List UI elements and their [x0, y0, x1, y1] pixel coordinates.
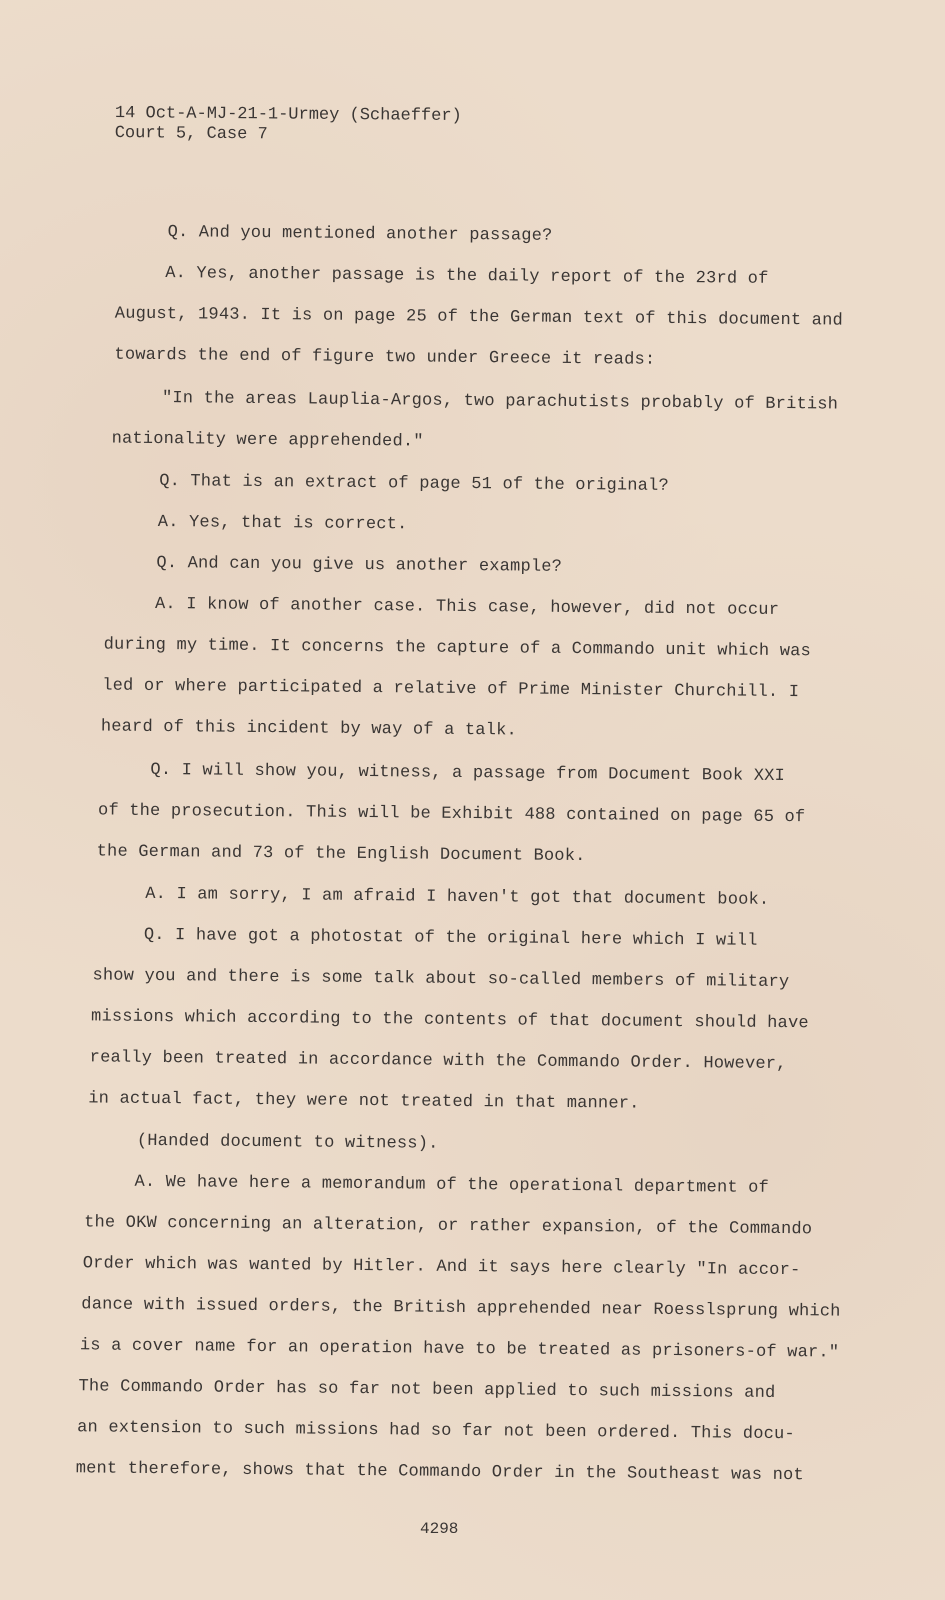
transcript-line: Q. And you mentioned another passage?: [167, 223, 553, 246]
transcript-line: Q. I have got a photostat of the original here which I will: [143, 925, 758, 951]
transcript-line: Q. That is an extract of page 51 of the original?: [159, 472, 669, 496]
transcript-line: (Handed document to witness).: [136, 1131, 439, 1154]
transcript-line: the OKW concerning an alteration, or rather expansion, of the Commando: [84, 1213, 813, 1240]
transcript-line: A. I am sorry, I am afraid I haven't got that document book.: [145, 884, 770, 910]
page-number: 4298: [420, 1520, 459, 1538]
transcript-line: Q. I will show you, witness, a passage from Document Book XXI: [150, 760, 786, 787]
transcript-line: nationality were apprehended.": [111, 429, 424, 452]
transcript-line: of the prosecution. This will be Exhibit 488 contained on page 65 of: [97, 801, 806, 828]
transcript-line: heard of this incident by way of a talk.: [100, 717, 518, 741]
transcript-line: during my time. It concerns the capture of a Commando unit which was: [103, 635, 812, 662]
transcript-line: is a cover name for an operation have to be treated as prisoners-of war.": [79, 1336, 840, 1363]
transcript-line: A. We have here a memorandum of the operational department of: [134, 1172, 770, 1198]
transcript-line: really been treated in accordance with the Commando Order. However,: [89, 1048, 787, 1075]
transcript-line: dance with issued orders, the British apprehended near Roesslsprung which: [81, 1295, 841, 1322]
transcript-line: A. I know of another case. This case, however, did not occur: [154, 594, 780, 620]
transcript-line: in actual fact, they were not treated in that manner.: [88, 1089, 640, 1114]
transcript-line: towards the end of figure two under Greece it reads:: [114, 345, 656, 370]
transcript-line: led or where participated a relative of Prime Minister Churchill. I: [102, 676, 800, 703]
transcript-line: The Commando Order has so far not been applied to such missions and: [78, 1377, 776, 1403]
transcript-line: Order which was wanted by Hitler. And it says here clearly "In accor-: [82, 1254, 801, 1281]
transcript-line: A. Yes, another passage is the daily report of the 23rd of: [165, 264, 769, 289]
transcript-line: the German and 73 of the English Document Book.: [96, 842, 586, 867]
transcript-line: an extension to such missions had so far not been ordered. This docu-: [77, 1418, 795, 1445]
header-session-line: 14 Oct-A-MJ-21-1-Urmey (Schaeffer): [114, 104, 462, 127]
transcript-line: August, 1943. It is on page 25 of the German text of this document and: [114, 304, 844, 331]
transcript-line: Q. And can you give us another example?: [156, 553, 563, 577]
transcript-line: show you and there is some talk about so-called members of military: [92, 966, 790, 993]
transcript-line: missions which according to the contents of that document should have: [91, 1007, 809, 1034]
transcript-line: A. Yes, that is correct.: [157, 512, 408, 535]
header-court-line: Court 5, Case 7: [114, 123, 268, 145]
transcript-line: ment therefore, shows that the Commando Order in the Southeast was not: [75, 1459, 804, 1486]
transcript-line: "In the areas Lauplia-Argos, two parachutists probably of British: [161, 389, 839, 415]
